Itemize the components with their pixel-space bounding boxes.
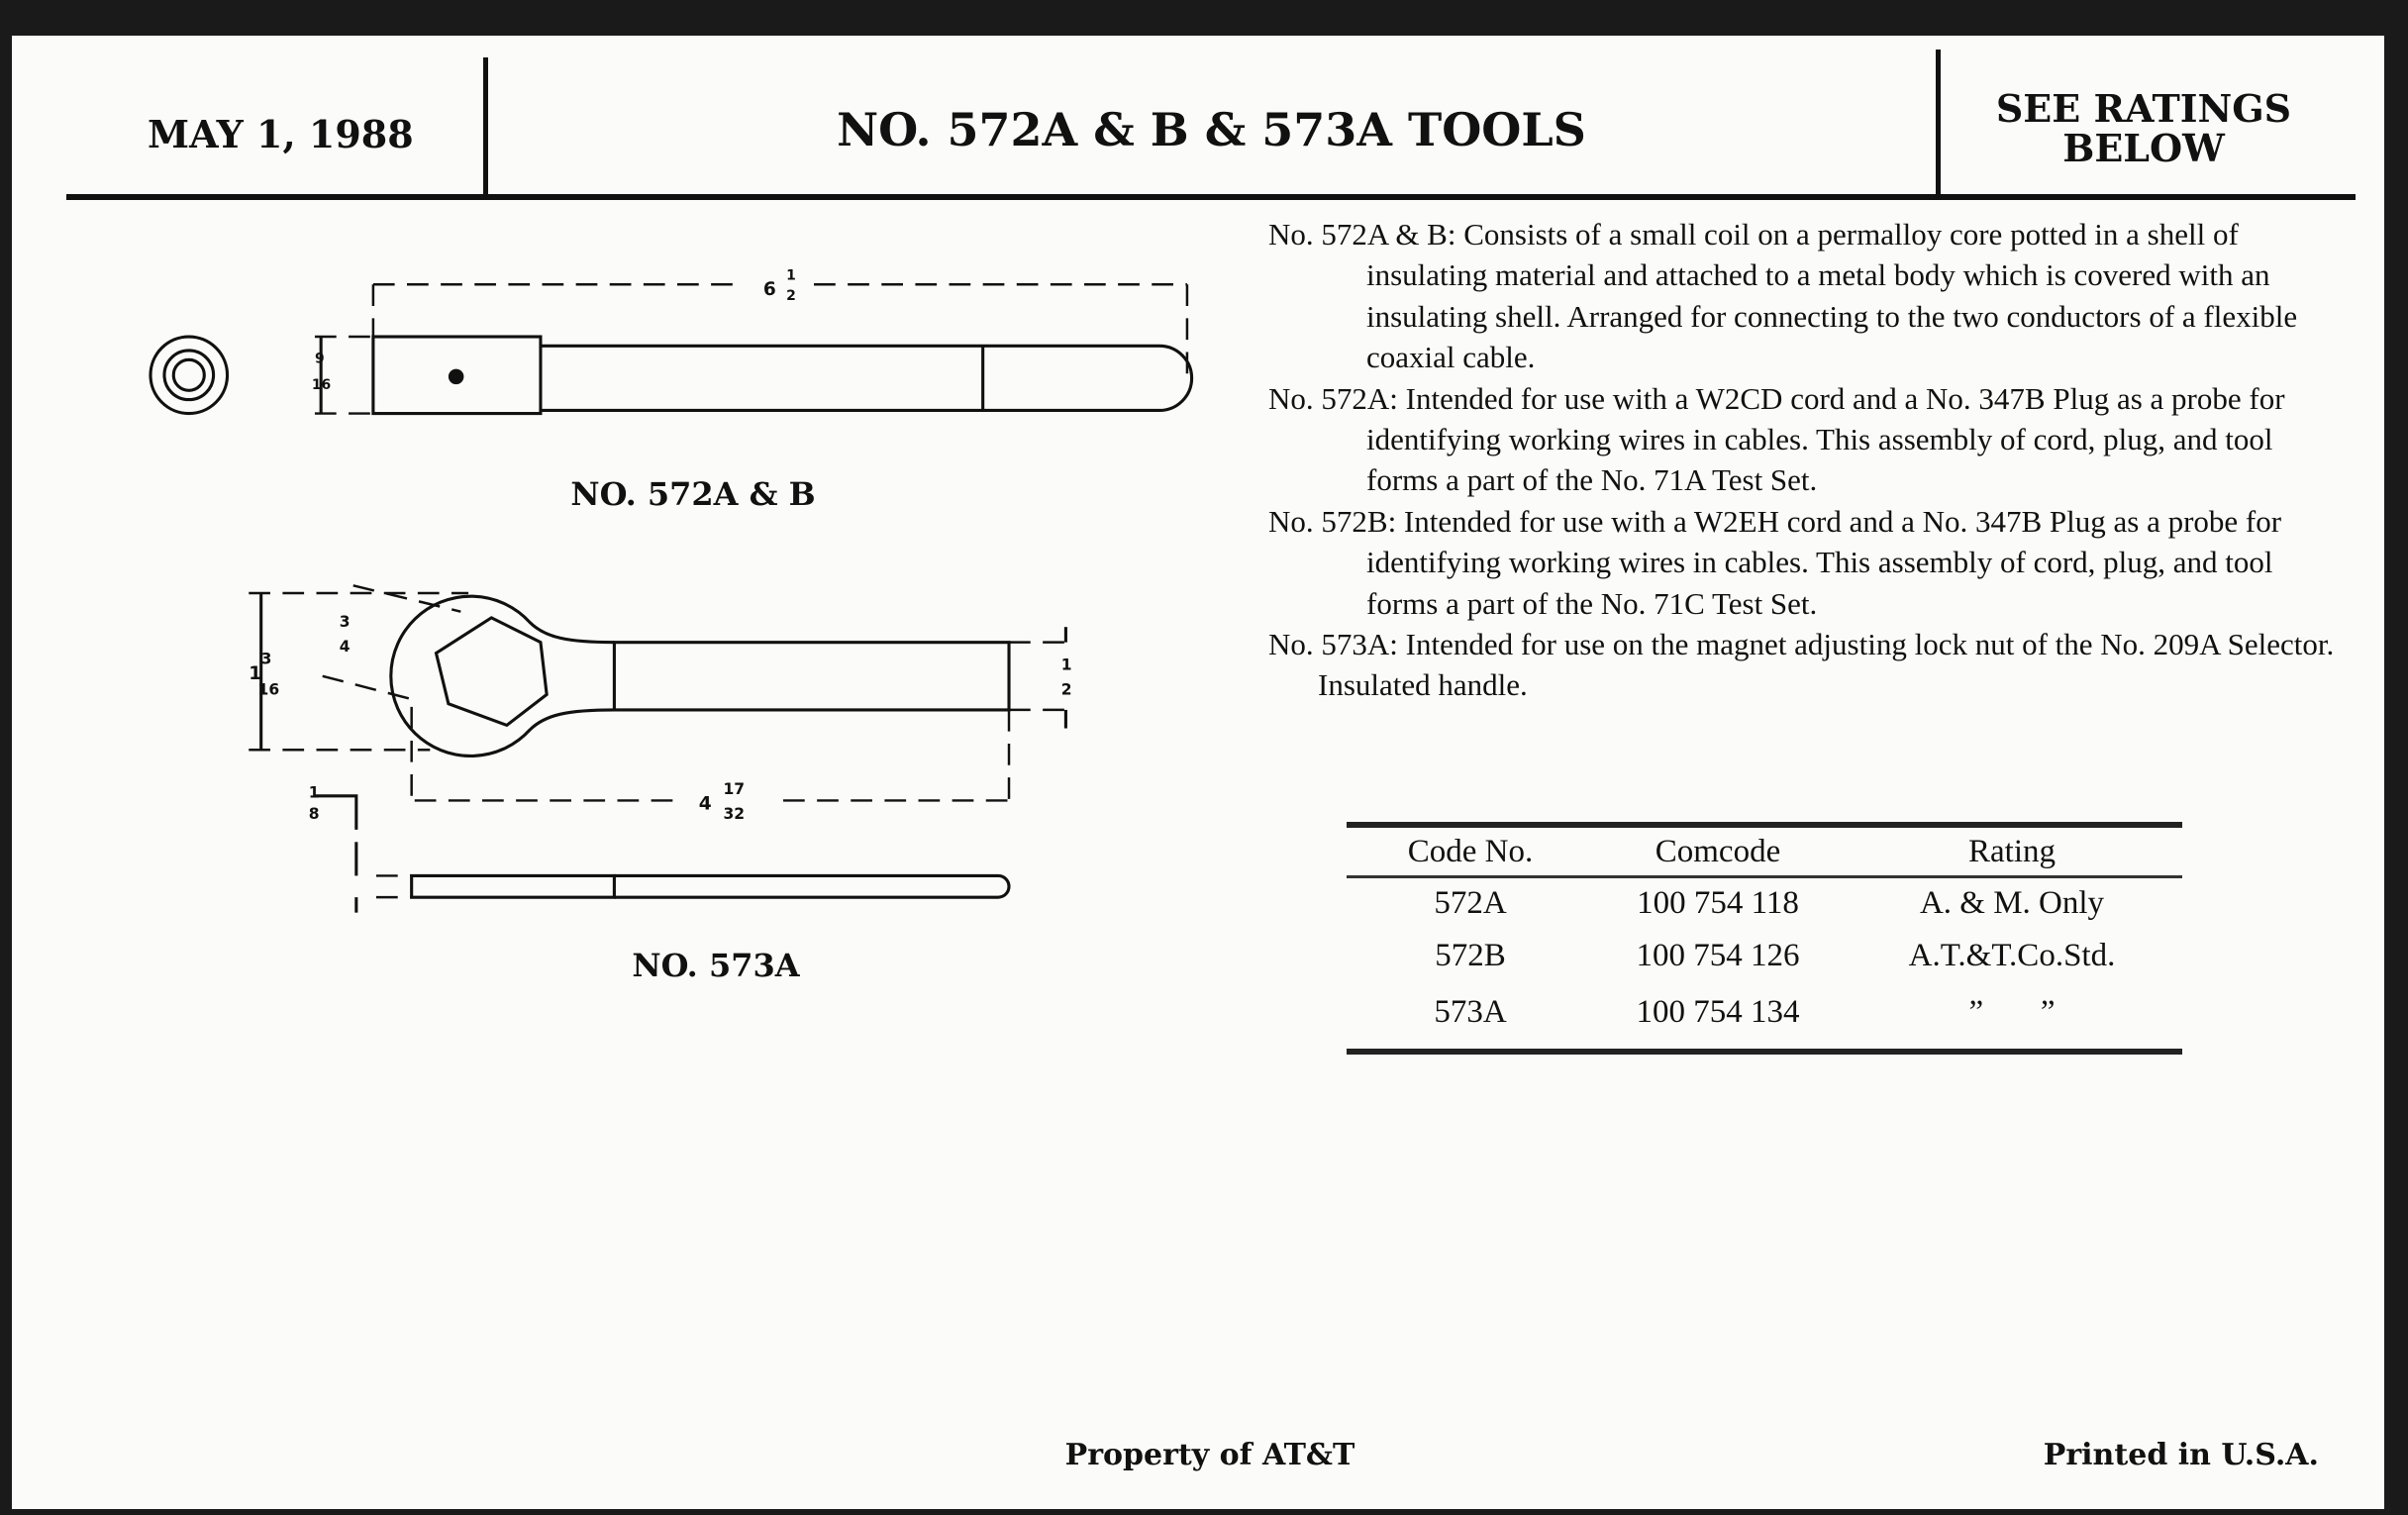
caption-573: NO. 573A [632, 947, 800, 984]
dim-handle-num: 1 [1060, 656, 1072, 674]
col-header-code: Code No. [1407, 833, 1534, 869]
dim-handle-den: 2 [1060, 680, 1072, 699]
ratings-note-line1: SEE RATINGS [1995, 86, 2292, 131]
wrench-573-outline [391, 596, 1009, 897]
issue-date: MAY 1, 1988 [148, 112, 414, 156]
cell-comcode: 100 754 126 [1636, 938, 1800, 973]
dim-height-573: 1 [249, 662, 262, 684]
dim-thick-num: 1 [308, 783, 320, 802]
cell-code: 572A [1434, 884, 1507, 921]
dim-length-572: 6 [762, 279, 776, 301]
dim-hex-den: 4 [339, 637, 351, 656]
dim-hex-num: 3 [339, 613, 351, 632]
coil-end-view [150, 337, 228, 414]
col-header-rating: Rating [1968, 833, 2056, 869]
cell-comcode: 100 754 134 [1636, 994, 1800, 1030]
caption-572: NO. 572A & B [570, 475, 816, 513]
dim-width-572-den: 16 [311, 376, 332, 393]
table-header-row [1347, 828, 2182, 875]
cell-comcode: 100 754 118 [1637, 884, 1799, 921]
description-paragraph: No. 572A & B: Consists of a small coil on a permalloy core potted in a shell of insulating material and attached to a metal body which is covered with an insulating shell. Arranged for connecting to the two conductors of a flexible coaxial cable. [1268, 217, 2298, 375]
cell-rating: A.T.&T.Co.Std. [1908, 938, 2116, 973]
dim-height-573-den: 16 [257, 680, 280, 699]
page-title: NO. 572A & B & 573A TOOLS [837, 103, 1586, 156]
dim-thick-den: 8 [308, 805, 320, 824]
description-paragraph: No. 572B: Intended for use with a W2EH cord and a No. 347B Plug as a probe for identifying working wires in cables. This assembly of cord, plug, and tool forms a part of the No. 71C Test Set. [1268, 503, 2282, 621]
probe-572-outline [373, 337, 1192, 414]
dim-length-573: 4 [698, 793, 712, 815]
ratings-note-line2: BELOW [2062, 126, 2225, 170]
table-bottom-rule [1347, 1049, 2182, 1055]
description [1268, 214, 2338, 706]
table-row [1347, 928, 2182, 984]
cell-rating: ” ” [1968, 994, 2056, 1030]
dim-length-572-den: 2 [786, 287, 796, 304]
cell-code: 572B [1435, 938, 1506, 973]
table-row [1347, 878, 2182, 928]
screw-icon [450, 370, 461, 382]
cell-code: 573A [1434, 994, 1507, 1030]
description-paragraph: No. 572A: Intended for use with a W2CD cord and a No. 347B Plug as a probe for identifying working wires in cables. This assembly of cord, plug, and tool forms a part of the No. 71A Test Set. [1268, 380, 2285, 498]
dim-length-573-num: 17 [723, 780, 746, 799]
cell-rating: A. & M. Only [1919, 884, 2105, 921]
footer-printed: Printed in U.S.A. [2043, 1438, 2319, 1472]
dimension-lines [249, 284, 1187, 897]
dim-length-573-den: 32 [723, 805, 746, 824]
ratings-table [1347, 822, 2182, 1055]
table-row [1347, 984, 2182, 1041]
description-paragraph: Insulated handle. [1318, 667, 1528, 703]
dim-width-572-num: 9 [314, 351, 325, 367]
dim-height-573-num: 3 [260, 650, 272, 668]
footer-property: Property of AT&T [1064, 1438, 1355, 1472]
col-header-comcode: Comcode [1655, 833, 1781, 869]
dim-length-572-num: 1 [786, 267, 796, 284]
description-paragraph: No. 573A: Intended for use on the magnet adjusting lock nut of the No. 209A Selector. [1268, 627, 2335, 662]
